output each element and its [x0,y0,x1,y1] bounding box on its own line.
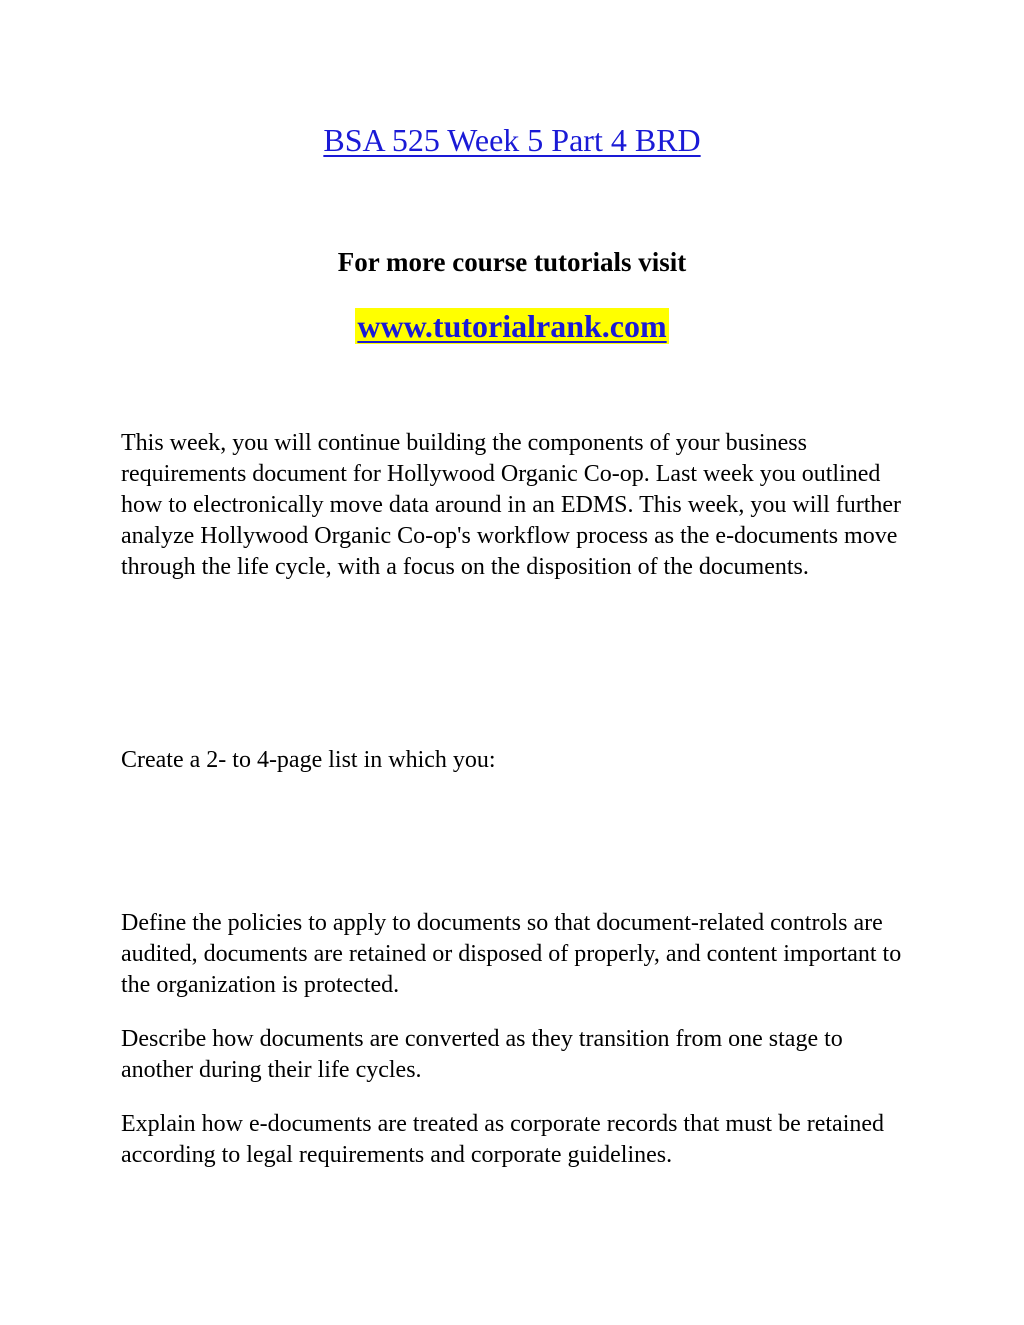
create-instruction: Create a 2- to 4-page list in which you: [121,747,496,773]
title-link[interactable]: BSA 525 Week 5 Part 4 BRD [323,122,701,158]
document-title [0,120,1024,160]
intro-paragraph: This week, you will continue building the components of your business requirements document for Hollywood Organic Co-op. Last week you outlined how to electronically move data around in an EDMS. This week, you will further analyze Hollywood Organic Co-op's workflow process as the e-documents move through the life cycle, with a focus on the disposition of the documents. [121,430,902,580]
promo-url-container [0,304,1024,348]
promo-text: For more course tutorials visit [337,247,687,277]
define-paragraph: Define the policies to apply to documents so that document-related controls are audited, documents are retained or disposed of properly, and content important to the organization is protected. [121,910,902,998]
describe-paragraph: Describe how documents are converted as they transition from one stage to another during their life cycles. [121,1026,843,1083]
promo-url-link[interactable]: www.tutorialrank.com [357,308,667,344]
explain-paragraph: Explain how e-documents are treated as corporate records that must be retained according to legal requirements and corporate guidelines. [121,1111,885,1168]
